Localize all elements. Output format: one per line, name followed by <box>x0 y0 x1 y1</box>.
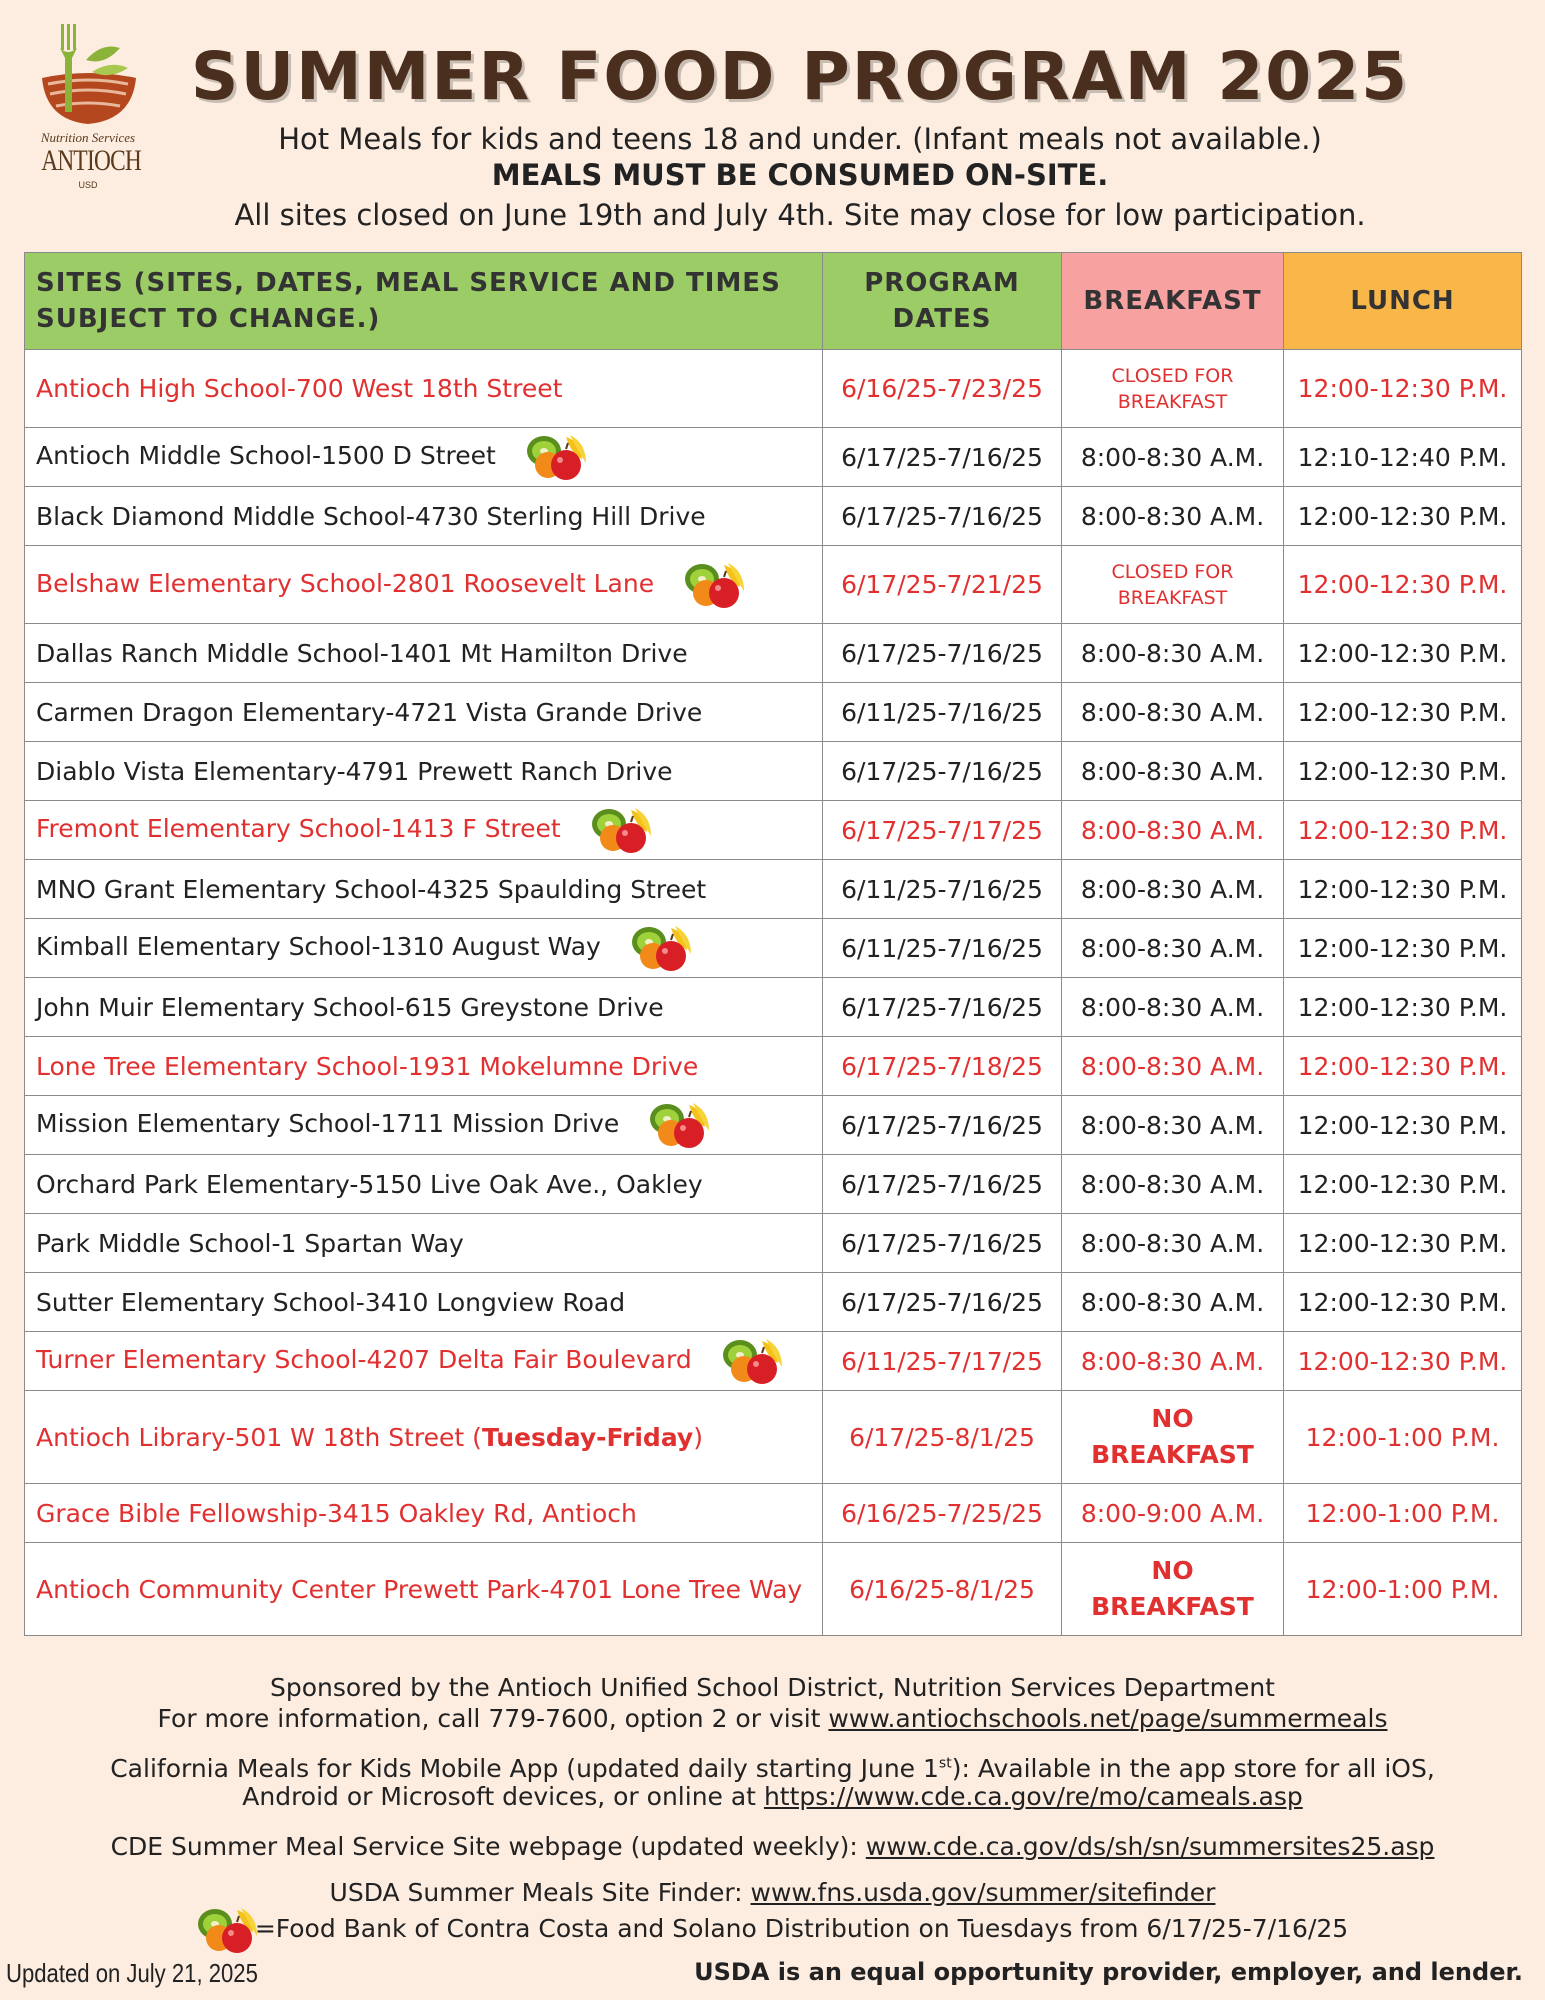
dates-cell: 6/17/25-7/16/25 <box>823 624 1062 683</box>
table-row <box>25 683 1522 742</box>
footer-usda-finder: USDA Summer Meals Site Finder: www.fns.usda.gov/summer/sitefinder <box>329 1878 1216 1907</box>
site-name: Sutter Elementary School-3410 Longview Road <box>36 1287 626 1317</box>
site-cell <box>25 742 823 801</box>
table-row <box>25 742 1522 801</box>
site-name: Mission Elementary School-1711 Mission Drive <box>36 1109 620 1138</box>
table-row <box>25 624 1522 683</box>
breakfast-cell: CLOSED FOR BREAKFAST <box>1062 546 1284 624</box>
dates-cell: 6/11/25-7/16/25 <box>823 683 1062 742</box>
site-name: Lone Tree Elementary School-1931 Mokelumne Drive <box>36 1051 699 1081</box>
food-bank-fruit-icon <box>631 924 693 972</box>
site-cell <box>25 1214 823 1273</box>
lunch-cell: 12:00-12:30 P.M. <box>1284 801 1522 860</box>
breakfast-cell: 8:00-8:30 A.M. <box>1062 683 1284 742</box>
site-name: Antioch High School-700 West 18th Street <box>36 374 563 403</box>
breakfast-cell: 8:00-8:30 A.M. <box>1062 860 1284 919</box>
dates-cell: 6/17/25-7/17/25 <box>823 801 1062 860</box>
lunch-cell: 12:00-12:30 P.M. <box>1284 683 1522 742</box>
site-name: John Muir Elementary School-615 Greystone Drive <box>36 992 664 1022</box>
footer-app-line-2: Android or Microsoft devices, or online at https://www.cde.ca.gov/re/mo/cameals.asp <box>242 1782 1303 1811</box>
footer-cde: CDE Summer Meal Service Site webpage (updated weekly): www.cde.ca.gov/ds/sh/sn/summersites25.asp <box>110 1832 1435 1861</box>
site-cell <box>25 860 823 919</box>
breakfast-cell: NO BREAKFAST <box>1062 1543 1284 1636</box>
table-row-community-center <box>25 1543 1522 1636</box>
site-name: Carmen Dragon Elementary-4721 Vista Grande Drive <box>36 697 703 727</box>
dates-cell: 6/17/25-7/16/25 <box>823 487 1062 546</box>
lunch-cell: 12:00-12:30 P.M. <box>1284 1332 1522 1391</box>
site-cell <box>25 428 823 487</box>
breakfast-cell: 8:00-8:30 A.M. <box>1062 1155 1284 1214</box>
breakfast-cell: 8:00-8:30 A.M. <box>1062 1037 1284 1096</box>
food-bank-fruit-icon <box>591 806 653 854</box>
summermeals-link[interactable]: www.antiochschools.net/page/summermeals <box>828 1704 1388 1733</box>
breakfast-cell: NO BREAKFAST <box>1062 1391 1284 1484</box>
site-cell <box>25 624 823 683</box>
lunch-cell: 12:00-12:30 P.M. <box>1284 487 1522 546</box>
dates-cell: 6/17/25-7/16/25 <box>823 978 1062 1037</box>
dates-cell: 6/17/25-7/16/25 <box>823 1155 1062 1214</box>
site-name: Fremont Elementary School-1413 F Street <box>36 814 561 843</box>
lunch-cell: 12:00-12:30 P.M. <box>1284 1273 1522 1332</box>
table-row <box>25 487 1522 546</box>
site-name: Turner Elementary School-4207 Delta Fair Boulevard <box>36 1345 692 1374</box>
footer-app-line-1: California Meals for Kids Mobile App (updated daily starting June 1st): Available in the app store for all iOS, <box>110 1754 1435 1783</box>
breakfast-cell: 8:00-8:30 A.M. <box>1062 1332 1284 1391</box>
dates-cell: 6/16/25-7/23/25 <box>823 350 1062 428</box>
breakfast-cell: 8:00-8:30 A.M. <box>1062 487 1284 546</box>
lunch-cell: 12:00-12:30 P.M. <box>1284 860 1522 919</box>
site-cell <box>25 1096 823 1155</box>
site-cell: Grace Bible Fellowship-3415 Oakley Rd, Antioch <box>25 1484 823 1543</box>
lunch-cell: 12:00-12:30 P.M. <box>1284 350 1522 428</box>
lunch-cell: 12:00-12:30 P.M. <box>1284 1096 1522 1155</box>
site-cell <box>25 801 823 860</box>
lunch-cell: 12:00-12:30 P.M. <box>1284 624 1522 683</box>
dates-cell: 6/17/25-7/16/25 <box>823 1096 1062 1155</box>
dates-cell: 6/17/25-7/16/25 <box>823 1273 1062 1332</box>
table-row <box>25 1273 1522 1332</box>
breakfast-cell: CLOSED FOR BREAKFAST <box>1062 350 1284 428</box>
lunch-cell: 12:00-12:30 P.M. <box>1284 919 1522 978</box>
dates-cell: 6/17/25-7/21/25 <box>823 546 1062 624</box>
dates-cell: 6/11/25-7/17/25 <box>823 1332 1062 1391</box>
food-bank-fruit-icon <box>649 1101 711 1149</box>
summersites-link[interactable]: www.cde.ca.gov/ds/sh/sn/summersites25.asp <box>865 1832 1435 1861</box>
site-cell <box>25 683 823 742</box>
site-cell <box>25 1332 823 1391</box>
site-cell <box>25 1037 823 1096</box>
dates-cell: 6/16/25-7/25/25 <box>823 1484 1062 1543</box>
bowl-fork-icon <box>28 20 148 130</box>
updated-date: Updated on July 21, 2025 <box>6 1958 258 1988</box>
header-breakfast: BREAKFAST <box>1062 253 1284 350</box>
table-row <box>25 978 1522 1037</box>
dates-cell: 6/11/25-7/16/25 <box>823 860 1062 919</box>
site-cell <box>25 919 823 978</box>
site-name: Diablo Vista Elementary-4791 Prewett Ranch Drive <box>36 756 673 786</box>
dates-cell: 6/17/25-7/16/25 <box>823 1214 1062 1273</box>
subtitle-eligibility: Hot Meals for kids and teens 18 and under. (Infant meals not available.) <box>278 122 1322 156</box>
header-sites: SITES (SITES, DATES, MEAL SERVICE AND TIMES SUBJECT TO CHANGE.) <box>25 253 823 350</box>
dates-cell: 6/11/25-7/16/25 <box>823 919 1062 978</box>
lunch-cell: 12:10-12:40 P.M. <box>1284 428 1522 487</box>
table-row <box>25 1037 1522 1096</box>
lunch-cell: 12:00-12:30 P.M. <box>1284 1214 1522 1273</box>
breakfast-cell: 8:00-8:30 A.M. <box>1062 742 1284 801</box>
food-bank-fruit-icon <box>684 561 746 609</box>
lunch-cell: 12:00-1:00 P.M. <box>1284 1543 1522 1636</box>
table-row <box>25 1155 1522 1214</box>
table-row-library <box>25 1391 1522 1484</box>
site-name: Dallas Ranch Middle School-1401 Mt Hamilton Drive <box>36 638 688 668</box>
food-bank-fruit-icon <box>526 433 588 481</box>
lunch-cell: 12:00-12:30 P.M. <box>1284 1037 1522 1096</box>
usda-statement: USDA is an equal opportunity provider, employer, and lender. <box>694 1958 1523 1986</box>
sitefinder-link[interactable]: www.fns.usda.gov/summer/sitefinder <box>750 1878 1216 1907</box>
dates-cell: 6/17/25-8/1/25 <box>823 1391 1062 1484</box>
lunch-cell: 12:00-12:30 P.M. <box>1284 742 1522 801</box>
dates-cell: 6/17/25-7/18/25 <box>823 1037 1062 1096</box>
table-row-grace <box>25 1484 1522 1543</box>
logo-line-2: ANTIOCH <box>41 144 142 177</box>
site-cell: Antioch Library-501 W 18th Street (Tuesday-Friday) <box>25 1391 823 1484</box>
breakfast-cell: 8:00-9:00 A.M. <box>1062 1484 1284 1543</box>
site-name: MNO Grant Elementary School-4325 Spaulding Street <box>36 874 707 904</box>
site-cell: Antioch Community Center Prewett Park-4701 Lone Tree Way <box>25 1543 823 1636</box>
site-cell <box>25 1155 823 1214</box>
table-row <box>25 801 1522 860</box>
site-name: Black Diamond Middle School-4730 Sterling Hill Drive <box>36 501 706 531</box>
subtitle-onsite: MEALS MUST BE CONSUMED ON-SITE. <box>491 158 1109 192</box>
site-cell <box>25 350 823 428</box>
site-name: Antioch Middle School-1500 D Street <box>36 441 496 470</box>
table-row <box>25 1332 1522 1391</box>
lunch-cell: 12:00-12:30 P.M. <box>1284 978 1522 1037</box>
footer-sponsor: Sponsored by the Antioch Unified School District, Nutrition Services Department <box>270 1673 1275 1702</box>
cameals-link[interactable]: https://www.cde.ca.gov/re/mo/cameals.asp <box>763 1782 1303 1811</box>
header-program-dates: PROGRAM DATES <box>823 253 1062 350</box>
table-row <box>25 919 1522 978</box>
breakfast-cell: 8:00-8:30 A.M. <box>1062 1214 1284 1273</box>
breakfast-cell: 8:00-8:30 A.M. <box>1062 1273 1284 1332</box>
lunch-cell: 12:00-1:00 P.M. <box>1284 1391 1522 1484</box>
food-bank-fruit-icon <box>197 1906 259 1954</box>
lunch-cell: 12:00-12:30 P.M. <box>1284 546 1522 624</box>
nutrition-services-logo <box>28 20 148 215</box>
site-schedule-table <box>24 252 1522 1636</box>
site-name: Belshaw Elementary School-2801 Roosevelt Lane <box>36 568 655 598</box>
table-row <box>25 860 1522 919</box>
site-cell <box>25 546 823 624</box>
food-bank-fruit-icon <box>722 1337 784 1385</box>
dates-cell: 6/16/25-8/1/25 <box>823 1543 1062 1636</box>
breakfast-cell: 8:00-8:30 A.M. <box>1062 428 1284 487</box>
table-row <box>25 1214 1522 1273</box>
header-lunch: LUNCH <box>1284 253 1522 350</box>
site-cell <box>25 978 823 1037</box>
site-name: Park Middle School-1 Spartan Way <box>36 1228 464 1258</box>
logo-line-1: Nutrition Services <box>40 130 136 145</box>
lunch-cell: 12:00-1:00 P.M. <box>1284 1484 1522 1543</box>
logo-line-3: USD <box>78 180 98 190</box>
breakfast-cell: 8:00-8:30 A.M. <box>1062 978 1284 1037</box>
dates-cell: 6/17/25-7/16/25 <box>823 742 1062 801</box>
footer-legend: =Food Bank of Contra Costa and Solano Distribution on Tuesdays from 6/17/25-7/16/25 <box>0 1906 1545 1954</box>
site-name: Orchard Park Elementary-5150 Live Oak Ave., Oakley <box>36 1169 703 1199</box>
footer-info: For more information, call 779-7600, option 2 or visit www.antiochschools.net/page/summermeals <box>157 1704 1388 1733</box>
page-title: SUMMER FOOD PROGRAM 2025 <box>190 38 1410 115</box>
breakfast-cell: 8:00-8:30 A.M. <box>1062 801 1284 860</box>
table-row <box>25 1096 1522 1155</box>
site-cell <box>25 1273 823 1332</box>
breakfast-cell: 8:00-8:30 A.M. <box>1062 624 1284 683</box>
dates-cell: 6/17/25-7/16/25 <box>823 428 1062 487</box>
table-row <box>25 350 1522 428</box>
site-cell <box>25 487 823 546</box>
breakfast-cell: 8:00-8:30 A.M. <box>1062 919 1284 978</box>
subtitle-closures: All sites closed on June 19th and July 4th. Site may close for low participation. <box>234 198 1366 232</box>
table-row <box>25 546 1522 624</box>
site-name: Kimball Elementary School-1310 August Way <box>36 932 601 961</box>
breakfast-cell: 8:00-8:30 A.M. <box>1062 1096 1284 1155</box>
table-row <box>25 428 1522 487</box>
lunch-cell: 12:00-12:30 P.M. <box>1284 1155 1522 1214</box>
